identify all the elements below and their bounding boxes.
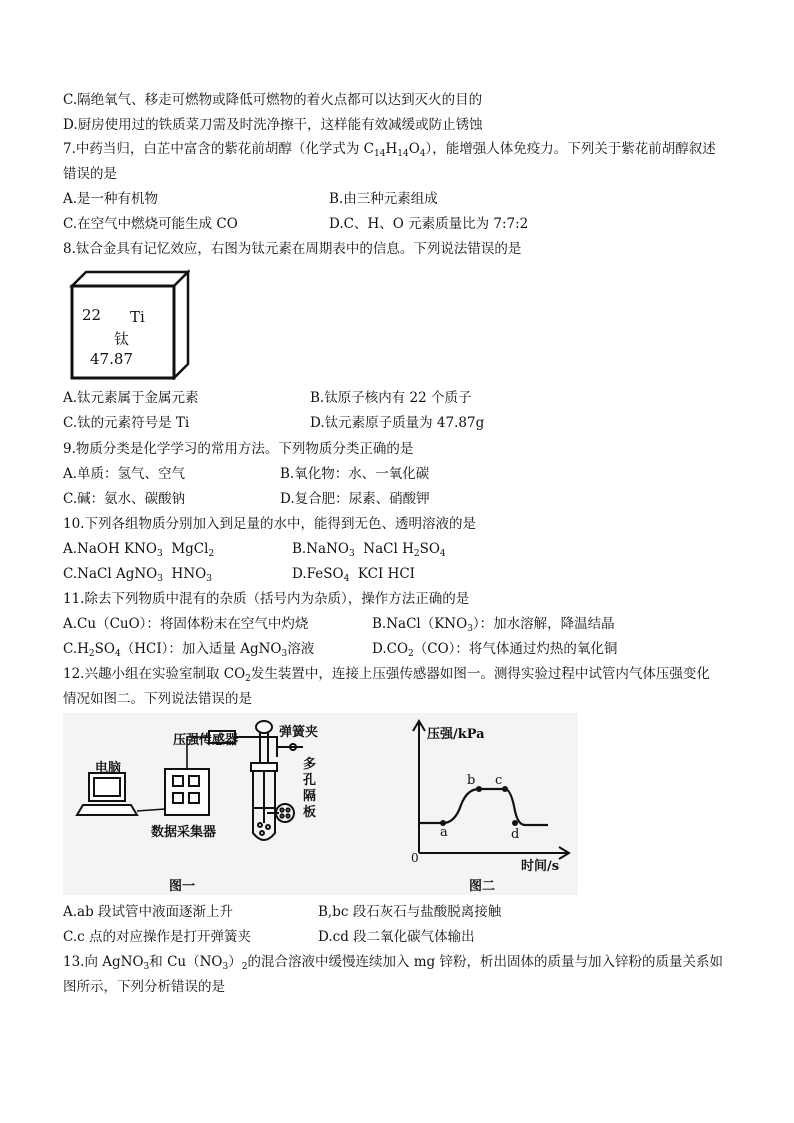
clamp-label: 弹簧夹 <box>279 725 319 740</box>
computer-icon <box>77 773 137 815</box>
q6-option-d: D.厨房使用过的铁质菜刀需及时洗净擦干，这样能有效减缓或防止锈蚀 <box>63 117 483 133</box>
q8-option-b: B.钛原子核内有 22 个质子 <box>310 390 472 406</box>
origin-label: 0 <box>411 851 419 865</box>
q12-option-c: C.c 点的对应操作是打开弹簧夹 <box>63 929 251 945</box>
point-d-label: d <box>511 827 520 842</box>
q13-stem-cont: 图所示，下列分析错误的是 <box>63 979 225 995</box>
q12-option-a: A.ab 段试管中液面逐渐上升 <box>63 904 234 920</box>
titanium-element-cell <box>66 268 190 380</box>
q12-option-d: D.cd 段二氧化碳气体输出 <box>318 929 475 945</box>
computer-label: 电脑 <box>95 761 122 776</box>
q10-stem: 10.下列各组物质分别加入到足量的水中，能得到无色、透明溶液的是 <box>63 516 476 532</box>
q7-stem: 7.中药当归，白芷中富含的紫花前胡醇（化学式为 $C_{14}H_{14}O_4$），能增强人体免疫力。下列关于紫花前胡醇叙述 <box>63 141 716 159</box>
point-d <box>512 820 518 826</box>
q8-stem: 8.钛合金具有记忆效应，右图为钛元素在周期表中的信息。下列说法错误的是 <box>63 241 522 257</box>
q10-option-b: B.NaNO$_3$ NaCl $H_2SO_4$ <box>292 541 446 559</box>
q8-option-d: D.钛元素原子质量为 47.87g <box>310 415 485 431</box>
data-collector-icon <box>165 769 209 815</box>
q7-option-a: A.是一种有机物 <box>63 191 159 207</box>
q7-option-c: C.在空气中燃烧可能生成 CO <box>63 216 238 232</box>
x-axis-label: 时间/s <box>521 859 560 874</box>
q10-option-a: A.NaOH $KNO_3$ MgCl$_2$ <box>63 541 215 559</box>
q7-option-b: B.由三种元素组成 <box>329 191 438 207</box>
q7-stem-cont: 错误的是 <box>63 166 117 182</box>
q11-option-d: $D.CO_2(CO)$：将气体通过灼热的氧化铜 <box>372 641 618 659</box>
q8-option-a: A.钛元素属于金属元素 <box>63 390 199 406</box>
q9-option-b: B.氧化物：水、一氧化碳 <box>280 466 430 482</box>
point-b <box>476 786 482 792</box>
q11-option-b: $B.NaCl(KNO_3)$：加水溶解，降温结晶 <box>372 616 615 634</box>
figure-2-caption: 图二 <box>469 879 496 894</box>
y-axis-label: 压强/kPa <box>427 727 485 742</box>
q7-option-d: D.C、H、O 元素质量比为 7:7:2 <box>329 216 529 232</box>
q9-option-a: A.单质：氢气、空气 <box>63 466 186 482</box>
q12-stem-cont: 情况如图二。下列说法错误的是 <box>63 691 252 707</box>
porous-plate-label: 多 孔 隔 板 <box>303 757 317 820</box>
sensor-label: 压强传感器 <box>173 733 239 748</box>
q6-option-c: C.隔绝氧气、移走可燃物或降低可燃物的着火点都可以达到灭火的目的 <box>63 92 483 108</box>
q11-option-a: A.Cu（CuO）：将固体粉末在空气中灼烧 <box>63 616 309 632</box>
q10-option-c: C.NaCl AgNO$_3$ $HNO_3$ <box>63 566 212 584</box>
q9-option-c: C.碱：氨水、碳酸钠 <box>63 491 186 507</box>
q10-option-d: D.FeSO$_4$ KCI HCI <box>292 566 416 584</box>
q9-stem: 9.物质分类是化学学习的常用方法。下列物质分类正确的是 <box>63 441 414 457</box>
point-c-label: c <box>495 773 503 788</box>
point-a-label: a <box>440 825 448 840</box>
q8-option-c: C.钛的元素符号是 Ti <box>63 415 190 431</box>
q12-figures <box>63 713 578 895</box>
atomic-mass: 47.87 <box>90 350 133 368</box>
point-b-label: b <box>467 773 476 788</box>
q9-option-d: D.复合肥：尿素、硝酸钾 <box>280 491 430 507</box>
collector-label: 数据采集器 <box>151 825 217 840</box>
q12-option-b: B,bc 段石灰石与盐酸脱离接触 <box>318 904 502 920</box>
figure-1-caption: 图一 <box>169 879 196 894</box>
point-c <box>502 786 508 792</box>
q11-option-c: $C.H_2SO_4(HCI)$：加入适量 AgNO$_3$溶液 <box>63 641 315 659</box>
q11-stem: 11.除去下列物质中混有的杂质（括号内为杂质），操作方法正确的是 <box>63 591 470 607</box>
q12-stem: 12.兴趣小组在实验室制取 $CO_2$发生装置中，连接上压强传感器如图一。测得实验过程中试管内气体压强变化 <box>63 666 710 684</box>
q13-stem: 13.向 AgNO$_3$和 $Cu(NO_3)_2$的混合溶液中缓慢连续加入 mg 锌粉，析出固体的质量与加入锌粉的质量关系如 <box>63 954 723 972</box>
element-name: 钛 <box>114 330 130 348</box>
element-symbol: Ti <box>130 308 145 326</box>
atomic-number: 22 <box>82 306 102 324</box>
